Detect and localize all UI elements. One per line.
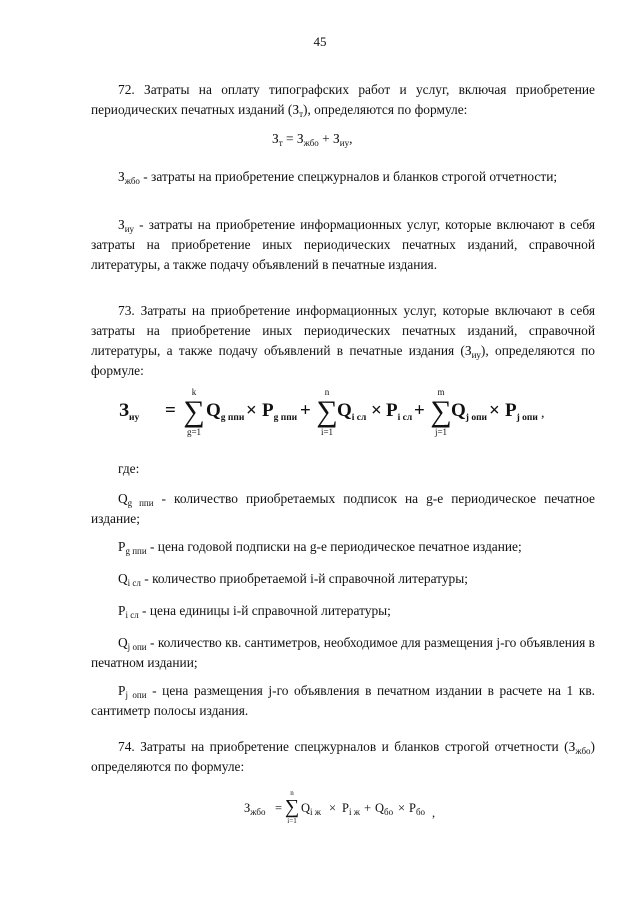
def-sub: j опи	[125, 690, 147, 700]
f2-sum3-bot: j=1	[434, 427, 448, 437]
f1-lhs: З	[272, 131, 279, 146]
definition-zhbo	[91, 167, 595, 187]
f3-term1: $Q_{i ж}$	[301, 801, 321, 817]
def-text: - количество кв. сантиметров, необходимое для размещения j-го объявления в печатном издании;	[91, 635, 595, 670]
p73-text: 73. Затраты на приобретение информационных услуг, которые включают в себя затраты на приобретение иных периодических печатных изданий, справочной литературы, а также подачу объявлений в печатные издания (З	[91, 303, 595, 358]
f2-end: ,	[541, 406, 545, 421]
f3-sum	[283, 789, 301, 825]
def-sub: i сл	[127, 578, 141, 588]
def-iu-symbol: З	[118, 217, 125, 232]
f2-term6: $P_{j опи}$	[505, 400, 538, 423]
f1-lhs-sub: т	[278, 138, 283, 148]
f3-lhs: $З_{жбо}$	[244, 801, 266, 817]
def-symbol: P	[118, 539, 126, 554]
paragraph-74	[91, 737, 595, 777]
f2-sum3-top: m	[437, 387, 445, 397]
def-text: - цена размещения j-го объявления в печатном издании в расчете на 1 кв. сантиметр полосы издания.	[91, 683, 595, 718]
f2-times-1: ×	[246, 400, 257, 421]
def-sub: g ппи	[127, 498, 154, 508]
f2-times-2: ×	[371, 400, 382, 421]
def-symbol: P	[118, 603, 126, 618]
definition-item	[91, 569, 595, 589]
f1-end: ,	[349, 131, 353, 146]
paragraph-73	[91, 301, 595, 381]
p74-end: ) определяются по формуле:	[91, 739, 595, 774]
f2-sum1-bot: g=1	[186, 427, 202, 437]
f3-term4: $P_{бо}$	[409, 801, 426, 817]
definition-item	[91, 489, 595, 529]
f1-b-sub: иу	[339, 138, 350, 148]
f3-end: ,	[432, 806, 436, 820]
f2-term1: $Q_{g ппи}$	[206, 400, 245, 423]
where-label: где:	[118, 461, 140, 476]
definition-item	[91, 681, 595, 721]
f2-term2: $P_{g ппи}$	[262, 400, 298, 423]
paragraph-72	[91, 80, 595, 120]
f3-times-1: ×	[329, 801, 337, 815]
def-text: - количество приобретаемых подписок на g-е периодическое печатное издание;	[91, 491, 596, 526]
p72-text: 72. Затраты на оплату типографских работ и услуг, включая приобретение периодических печатных изданий (З	[91, 82, 595, 117]
f2-term4: $P_{i сл}$	[386, 400, 413, 423]
formula-total	[272, 131, 352, 147]
page-number: 45	[313, 34, 327, 49]
f3-times-2: ×	[398, 801, 406, 815]
definition-item	[91, 601, 595, 621]
p72-end: ), определяются по формуле:	[303, 102, 468, 117]
def-zhbo-text: - затраты на приобретение спецжурналов и бланков строгой отчетности;	[139, 169, 558, 184]
f2-sum2-bot: i=1	[320, 427, 334, 437]
f2-times-3: ×	[489, 400, 500, 421]
def-sub: g ппи	[125, 546, 147, 556]
f2-term3: $Q_{i сл}$	[337, 400, 367, 423]
sigma-icon: ∑	[316, 395, 338, 428]
def-sub: j опи	[127, 642, 147, 652]
def-symbol: Q	[118, 571, 128, 586]
f3-term3: $Q_{бо}$	[375, 801, 394, 817]
f2-sum-1	[180, 387, 208, 437]
p73-end: ), определяются по формуле:	[91, 343, 595, 378]
def-iu-sub: иу	[124, 224, 135, 234]
f3-sum-bot: i=1	[287, 817, 297, 825]
f3-sum-top: n	[290, 789, 294, 797]
f2-plus-2: +	[414, 400, 425, 421]
def-zhbo-sub: жбо	[124, 176, 140, 186]
f1-plus: + З	[318, 131, 340, 146]
definition-item	[91, 633, 595, 673]
f3-eq: =	[275, 801, 283, 815]
p74-text: 74. Затраты на приобретение спецжурналов и бланков строгой отчетности (З	[118, 739, 576, 754]
def-symbol: Q	[118, 491, 128, 506]
f2-sum1-top: k	[191, 387, 197, 397]
f3-plus: +	[364, 801, 372, 815]
f3-term2: $P_{i ж}$	[342, 801, 360, 817]
def-iu-text: - затраты на приобретение информационных услуг, которые включают в себя затраты на приобретение иных периодических печатных изданий, справочной литературы, а также подачу объявлений в печатные издания.	[91, 217, 595, 272]
f2-eq: =	[165, 400, 176, 421]
sigma-icon: ∑	[284, 796, 300, 818]
f1-eq: = З	[282, 131, 304, 146]
definition-iu	[91, 215, 595, 275]
def-sub: i сл	[125, 610, 139, 620]
def-symbol: Q	[118, 635, 128, 650]
def-text: - цена годовой подписки на g-е периодическое печатное издание;	[146, 539, 522, 554]
def-symbol: P	[118, 683, 126, 698]
f1-a-sub: жбо	[303, 138, 319, 148]
f2-lhs: $З_{иу}$	[119, 400, 140, 423]
f2-sum2-top: n	[324, 387, 330, 397]
f2-plus-1: +	[300, 400, 311, 421]
def-text: - цена единицы i-й справочной литературы;	[138, 603, 391, 618]
f2-term5: $Q_{j опи}$	[451, 400, 488, 423]
def-zhbo-symbol: З	[118, 169, 125, 184]
p72-sub: т	[299, 109, 304, 119]
sigma-icon: ∑	[183, 395, 205, 428]
definition-item	[91, 537, 595, 557]
def-text: - количество приобретаемой i-й справочной литературы;	[140, 571, 468, 586]
p73-sub: иу	[471, 350, 481, 360]
sigma-icon: ∑	[430, 395, 452, 428]
p74-sub: жбо	[575, 746, 591, 756]
